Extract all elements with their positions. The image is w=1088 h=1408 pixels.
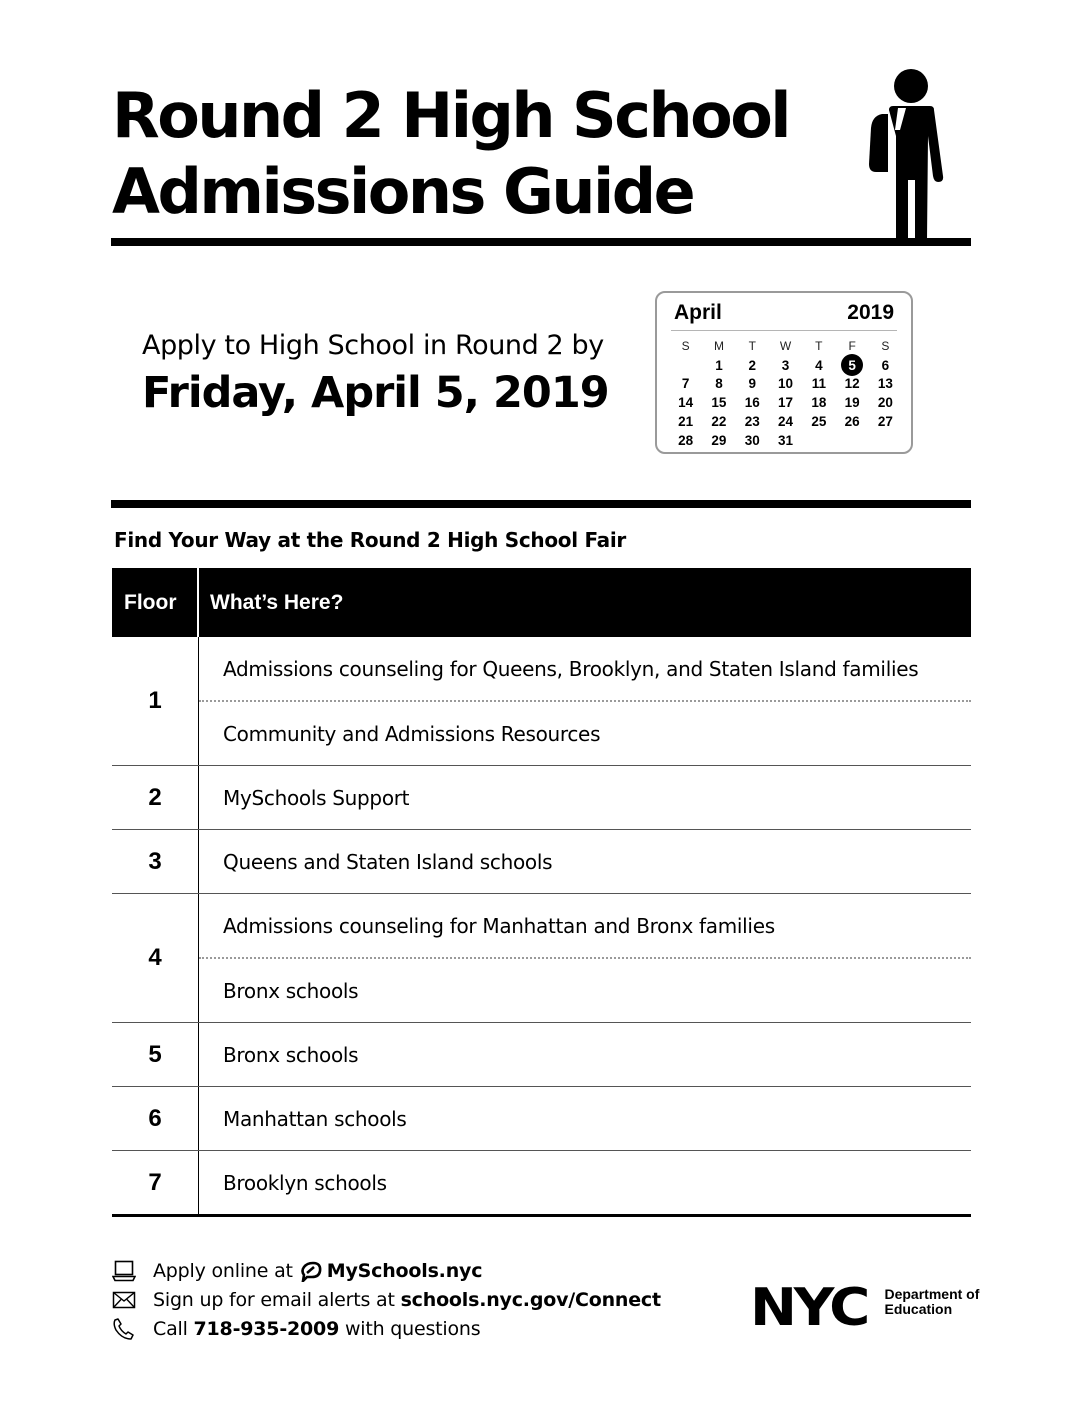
calendar-day: 24 [778,414,794,430]
myschools-link[interactable]: MySchools.nyc [326,1259,483,1282]
floor-contents [199,1087,971,1150]
calendar-weekday: M [713,339,724,354]
floor-contents [199,637,971,765]
alerts-prefix: Sign up for email alerts at [153,1288,395,1311]
calendar-day: 21 [678,414,694,430]
calendar-day: 11 [811,376,826,392]
calendar-day: 13 [877,376,893,392]
floor-number: 3 [112,830,199,893]
floor-item: Community and Admissions Resources [199,700,971,765]
column-header-whats-here: What’s Here? [210,590,344,614]
fair-title: Find Your Way at the Round 2 High School Fair [114,528,626,552]
floor-number: 4 [112,894,199,1022]
calendar-day: 27 [877,414,893,430]
nyc-wordmark: NYC [750,1278,868,1338]
title-line-2: Admissions Guide [112,155,694,228]
calendar-day: 15 [711,395,727,411]
floor-contents [199,894,971,1022]
calendar-day: 18 [811,395,827,411]
floor-number: 1 [112,637,199,765]
deadline-lead: Apply to High School in Round 2 by [142,330,604,361]
floor-item: Brooklyn schools [223,1170,387,1195]
email-alerts-line [112,1285,661,1314]
calendar-weekday: T [748,339,756,354]
calendar-day: 9 [748,376,756,392]
calendar-day: 31 [778,432,794,448]
table-row [112,894,971,1023]
page-title [112,78,789,230]
calendar-day: 16 [744,395,760,411]
calendar-day: 10 [778,376,794,392]
calendar-day: 2 [748,357,756,373]
calendar-weekday: S [681,339,690,354]
floor-item: Bronx schools [223,1042,359,1067]
table-row [112,637,971,766]
calendar [655,291,913,454]
department-line-1: Department of [884,1286,980,1302]
laptop-icon [112,1258,140,1284]
calendar-day-highlighted: 5 [835,356,868,375]
call-line [112,1314,661,1343]
calendar-day: 3 [781,357,790,373]
calendar-grid [669,337,902,450]
connect-link[interactable]: schools.nyc.gov/Connect [400,1288,661,1311]
table-row [112,1023,971,1087]
calendar-day: 26 [844,414,860,430]
floor-number: 2 [112,766,199,829]
calendar-day: 1 [715,357,723,373]
calendar-day: 7 [681,376,690,392]
calendar-weekday: T [815,339,823,354]
calendar-year: 2019 [847,301,894,324]
calendar-day: 4 [815,357,823,373]
calendar-day: 28 [678,432,694,448]
department-name [884,1287,979,1317]
calendar-weekday: F [848,339,856,354]
column-header-floor: Floor [112,568,199,637]
floor-item: Admissions counseling for Queens, Brooklyn, and Staten Island families [223,656,919,681]
call-suffix: with questions [344,1317,481,1340]
floor-item: MySchools Support [223,785,410,810]
floor-table [112,568,971,1217]
title-line-1: Round 2 High School [112,79,790,152]
student-with-backpack-icon [862,68,962,244]
floor-contents [199,830,971,893]
nyc-doe-logo [750,1278,980,1338]
table-row [112,1087,971,1151]
calendar-day: 17 [778,395,794,411]
floor-item: Bronx schools [199,957,971,1022]
apply-online-line [112,1256,661,1285]
phone-icon [112,1316,140,1342]
table-header [112,568,971,637]
calendar-day: 25 [811,414,827,430]
table-body [112,637,971,1217]
calendar-month: April [674,301,722,324]
calendar-divider [671,330,897,331]
floor-item: Admissions counseling for Manhattan and Bronx families [223,913,775,938]
floor-contents [199,1023,971,1086]
table-row [112,830,971,894]
header-rule [111,238,971,246]
phone-number[interactable]: 718-935-2009 [193,1317,340,1340]
floor-item: Manhattan schools [223,1106,407,1131]
calendar-day: 20 [877,395,893,411]
floor-number: 6 [112,1087,199,1150]
calendar-day: 12 [844,376,860,392]
contact-info [112,1256,661,1343]
floor-item: Queens and Staten Island schools [223,849,553,874]
section-rule [111,500,971,508]
department-line-2: Education [884,1301,953,1317]
calendar-day: 14 [678,395,694,411]
calendar-day: 29 [711,432,727,448]
calendar-day: 6 [881,357,890,373]
floor-contents [199,766,971,829]
calendar-day: 30 [744,432,760,448]
calendar-day: 8 [715,376,723,392]
floor-number: 5 [112,1023,199,1086]
deadline-date: Friday, April 5, 2019 [142,368,609,418]
floor-contents [199,1151,971,1214]
table-row [112,1151,971,1217]
apply-prefix: Apply online at [153,1259,293,1282]
floor-number: 7 [112,1151,199,1214]
calendar-day: 23 [744,414,760,430]
calendar-weekday: S [881,339,890,354]
table-row [112,766,971,830]
myschools-logo-icon [299,1260,323,1282]
calendar-day: 19 [844,395,860,411]
envelope-icon [112,1287,140,1313]
calendar-day: 22 [711,414,727,430]
calendar-weekday: W [779,339,792,354]
call-prefix: Call [153,1317,188,1340]
calendar-empty-cell [669,356,702,375]
